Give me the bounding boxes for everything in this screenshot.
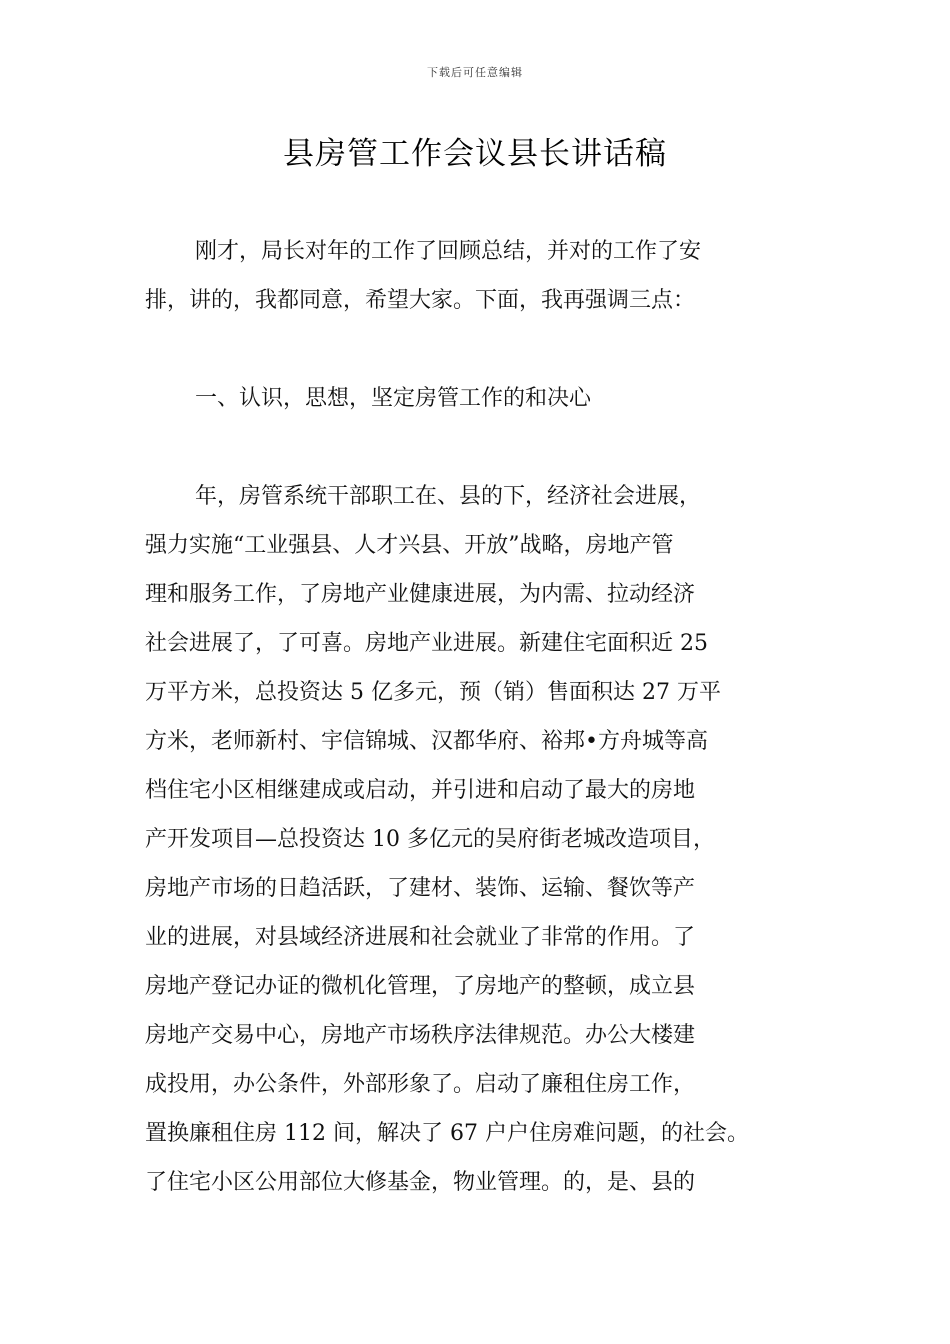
paragraph-line: 档住宅小区相继建成或启动，并引进和启动了最大的房地 bbox=[145, 778, 696, 803]
document-title: 县房管工作会议县长讲话稿 bbox=[283, 136, 667, 172]
paragraph-line: 万平方米，总投资达 5 亿多元，预（销）售面积达 27 万平 bbox=[145, 680, 721, 705]
paragraph-line: 排，讲的，我都同意，希望大家。下面，我再强调三点： bbox=[145, 288, 696, 313]
paragraph-line: 产开发项目—总投资达 10 多亿元的吴府街老城改造项目， bbox=[145, 827, 715, 852]
paragraph-line: 成投用，办公条件，外部形象了。启动了廉租住房工作， bbox=[145, 1072, 696, 1097]
paragraph-line: 刚才，局长对年的工作了回顾总结，并对的工作了安 bbox=[195, 239, 702, 264]
paragraph-line: 了住宅小区公用部位大修基金，物业管理。的，是、县的 bbox=[145, 1170, 696, 1195]
paragraph-line: 社会进展了，了可喜。房地产业进展。新建住宅面积近 25 bbox=[145, 631, 708, 656]
paragraph-line: 房地产登记办证的微机化管理，了房地产的整顿，成立县 bbox=[145, 974, 696, 999]
paragraph-line: 房地产市场的日趋活跃，了建材、装饰、运输、餐饮等产 bbox=[145, 876, 696, 901]
paragraph-line: 方米，老师新村、宇信锦城、汉都华府、裕邦•方舟城等高 bbox=[145, 729, 708, 754]
paragraph-line: 业的进展，对县域经济进展和社会就业了非常的作用。了 bbox=[145, 925, 696, 950]
paragraph-line: 强力实施“工业强县、人才兴县、开放”战略，房地产管 bbox=[145, 533, 674, 558]
section-heading-text: 一、认识，思想，坚定房管工作的和决心 bbox=[195, 386, 592, 411]
header-note: 下载后可任意编辑 bbox=[427, 66, 523, 79]
section-heading bbox=[145, 374, 825, 423]
main-paragraph bbox=[145, 472, 825, 1207]
paragraph-line: 理和服务工作，了房地产业健康进展，为内需、拉动经济 bbox=[145, 582, 696, 607]
paragraph-line: 房地产交易中心，房地产市场秩序法律规范。办公大楼建 bbox=[145, 1023, 696, 1048]
paragraph-line: 置换廉租住房 112 间，解决了 67 户户住房难问题，的社会。 bbox=[145, 1121, 749, 1146]
paragraph-line: 年，房管系统干部职工在、县的下，经济社会进展， bbox=[195, 484, 702, 509]
intro-paragraph bbox=[145, 227, 825, 325]
